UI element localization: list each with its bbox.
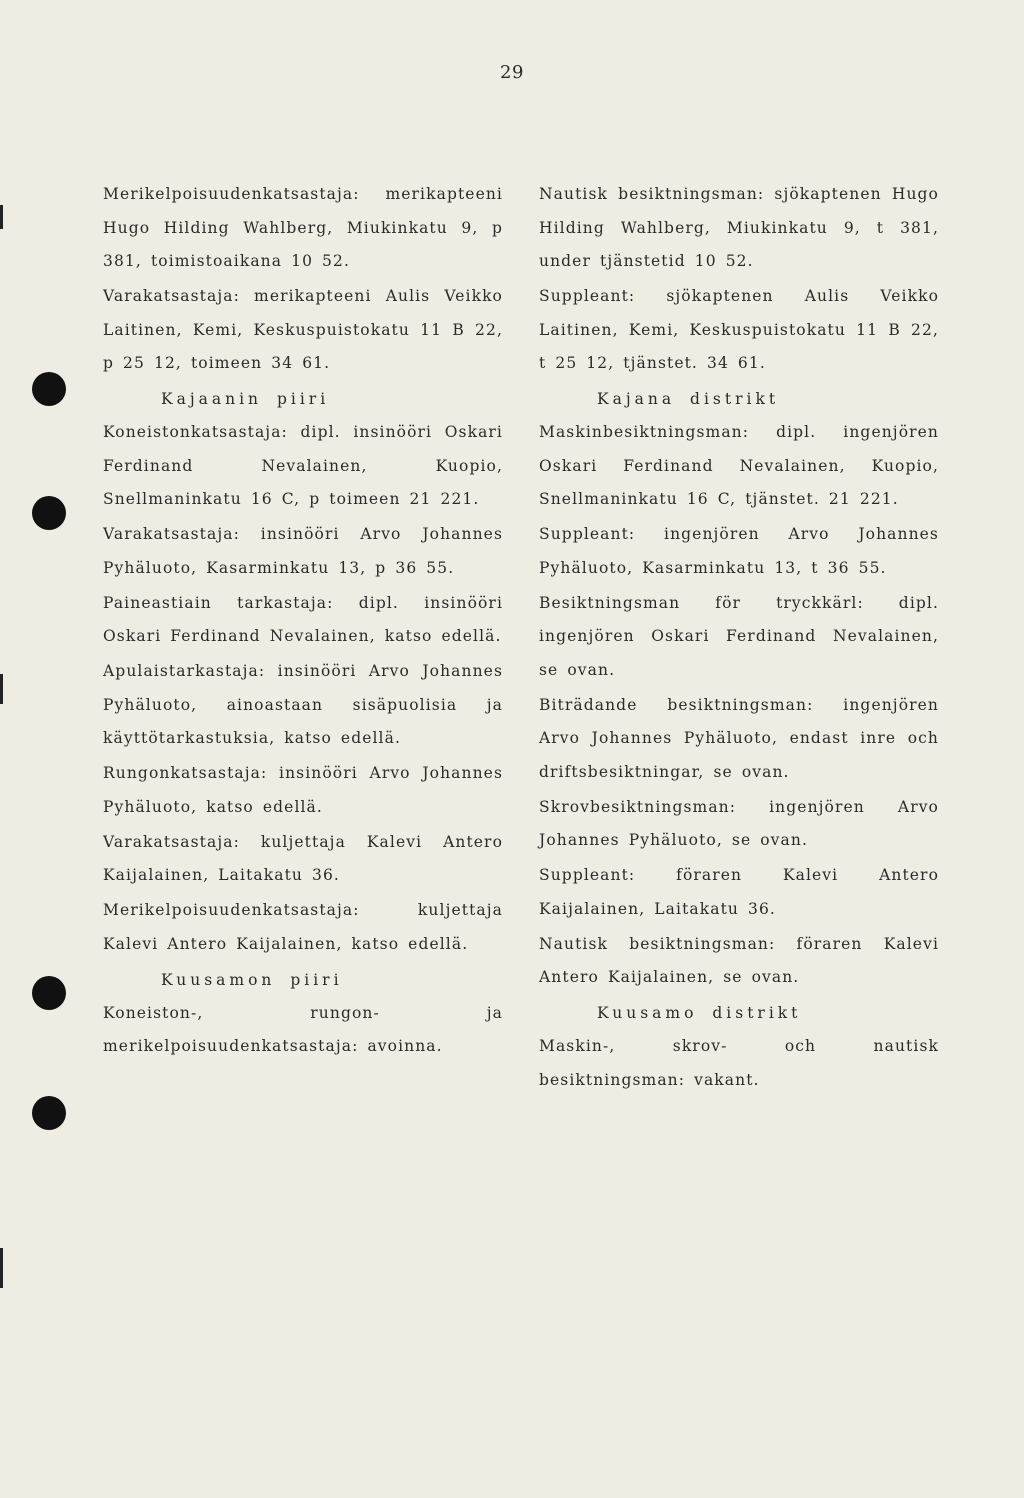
swedish-column [539,178,939,1099]
entry-paragraph: Suppleant: ingenjören Arvo Johannes Pyhäluoto, Kasarminkatu 13, t 36 55. [539,525,939,577]
entry-paragraph: Nautisk besiktningsman: sjökaptenen Hugo Hilding Wahlberg, Miukinkatu 9, t 381, under tjänstetid 10 52. [539,185,939,270]
edge-mark [0,1248,3,1288]
entry-paragraph: Varakatsastaja: insinööri Arvo Johannes Pyhäluoto, Kasarminkatu 13, p 36 55. [103,525,503,577]
entry-paragraph: Biträdande besiktningsman: ingenjören Arvo Johannes Pyhäluoto, endast inre och driftsbesiktningar, se ovan. [539,695,939,781]
entry-paragraph: Skrovbesiktningsman: ingenjören Arvo Johannes Pyhäluoto, se ovan. [539,797,939,849]
entry-paragraph: Suppleant: föraren Kalevi Antero Kaijalainen, Laitakatu 36. [539,866,939,918]
page-number: 29 [500,62,524,83]
entry-paragraph: Merikelpoisuudenkatsastaja: merikapteeni Hugo Hilding Wahlberg, Miukinkatu 9, p 381, toimistoaikana 10 52. [103,185,503,270]
district-heading: Kajana distrikt [597,390,780,408]
punch-hole [32,372,66,406]
entry-paragraph: Apulaistarkastaja: insinööri Arvo Johannes Pyhäluoto, ainoastaan sisäpuolisia ja käyttötarkastuksia, katso edellä. [103,662,503,747]
entry-paragraph: Maskin-, skrov- och nautisk besiktningsman: vakant. [539,1037,939,1089]
entry-paragraph: Besiktningsman för tryckkärl: dipl. ingenjören Oskari Ferdinand Nevalainen, se ovan. [539,593,939,679]
punch-hole [32,1096,66,1130]
punch-hole [32,496,66,530]
entry-paragraph: Koneistonkatsastaja: dipl. insinööri Oskari Ferdinand Nevalainen, Kuopio, Snellmaninkatu 16 C, p toimeen 21 221. [103,423,503,508]
entry-paragraph: Nautisk besiktningsman: föraren Kalevi Antero Kaijalainen, se ovan. [539,934,939,986]
punch-hole [32,976,66,1010]
district-heading: Kuusamon piiri [161,970,343,989]
entry-paragraph: Paineastiain tarkastaja: dipl. insinööri Oskari Ferdinand Nevalainen, katso edellä. [103,593,503,645]
entry-paragraph: Varakatsastaja: kuljettaja Kalevi Antero Kaijalainen, Laitakatu 36. [103,832,503,884]
district-heading: Kuusamo distrikt [597,1004,802,1022]
entry-paragraph: Maskinbesiktningsman: dipl. ingenjören Oskari Ferdinand Nevalainen, Kuopio, Snellmaninkatu 16 C, tjänstet. 21 221. [539,423,939,508]
finnish-column [103,178,503,1065]
entry-paragraph: Koneiston-, rungon- ja merikelpoisuudenkatsastaja: avoinna. [103,1003,503,1055]
edge-mark [0,674,3,704]
entry-paragraph: Rungonkatsastaja: insinööri Arvo Johannes Pyhäluoto, katso edellä. [103,764,503,816]
entry-paragraph: Merikelpoisuudenkatsastaja: kuljettaja Kalevi Antero Kaijalainen, katso edellä. [103,901,503,953]
district-heading: Kajaanin piiri [161,390,330,408]
entry-paragraph: Suppleant: sjökaptenen Aulis Veikko Laitinen, Kemi, Keskuspuistokatu 11 B 22, t 25 12, tjänstet. 34 61. [539,287,939,372]
edge-mark [0,205,3,229]
entry-paragraph: Varakatsastaja: merikapteeni Aulis Veikko Laitinen, Kemi, Keskuspuistokatu 11 B 22, p 25 12, toimeen 34 61. [103,287,503,372]
